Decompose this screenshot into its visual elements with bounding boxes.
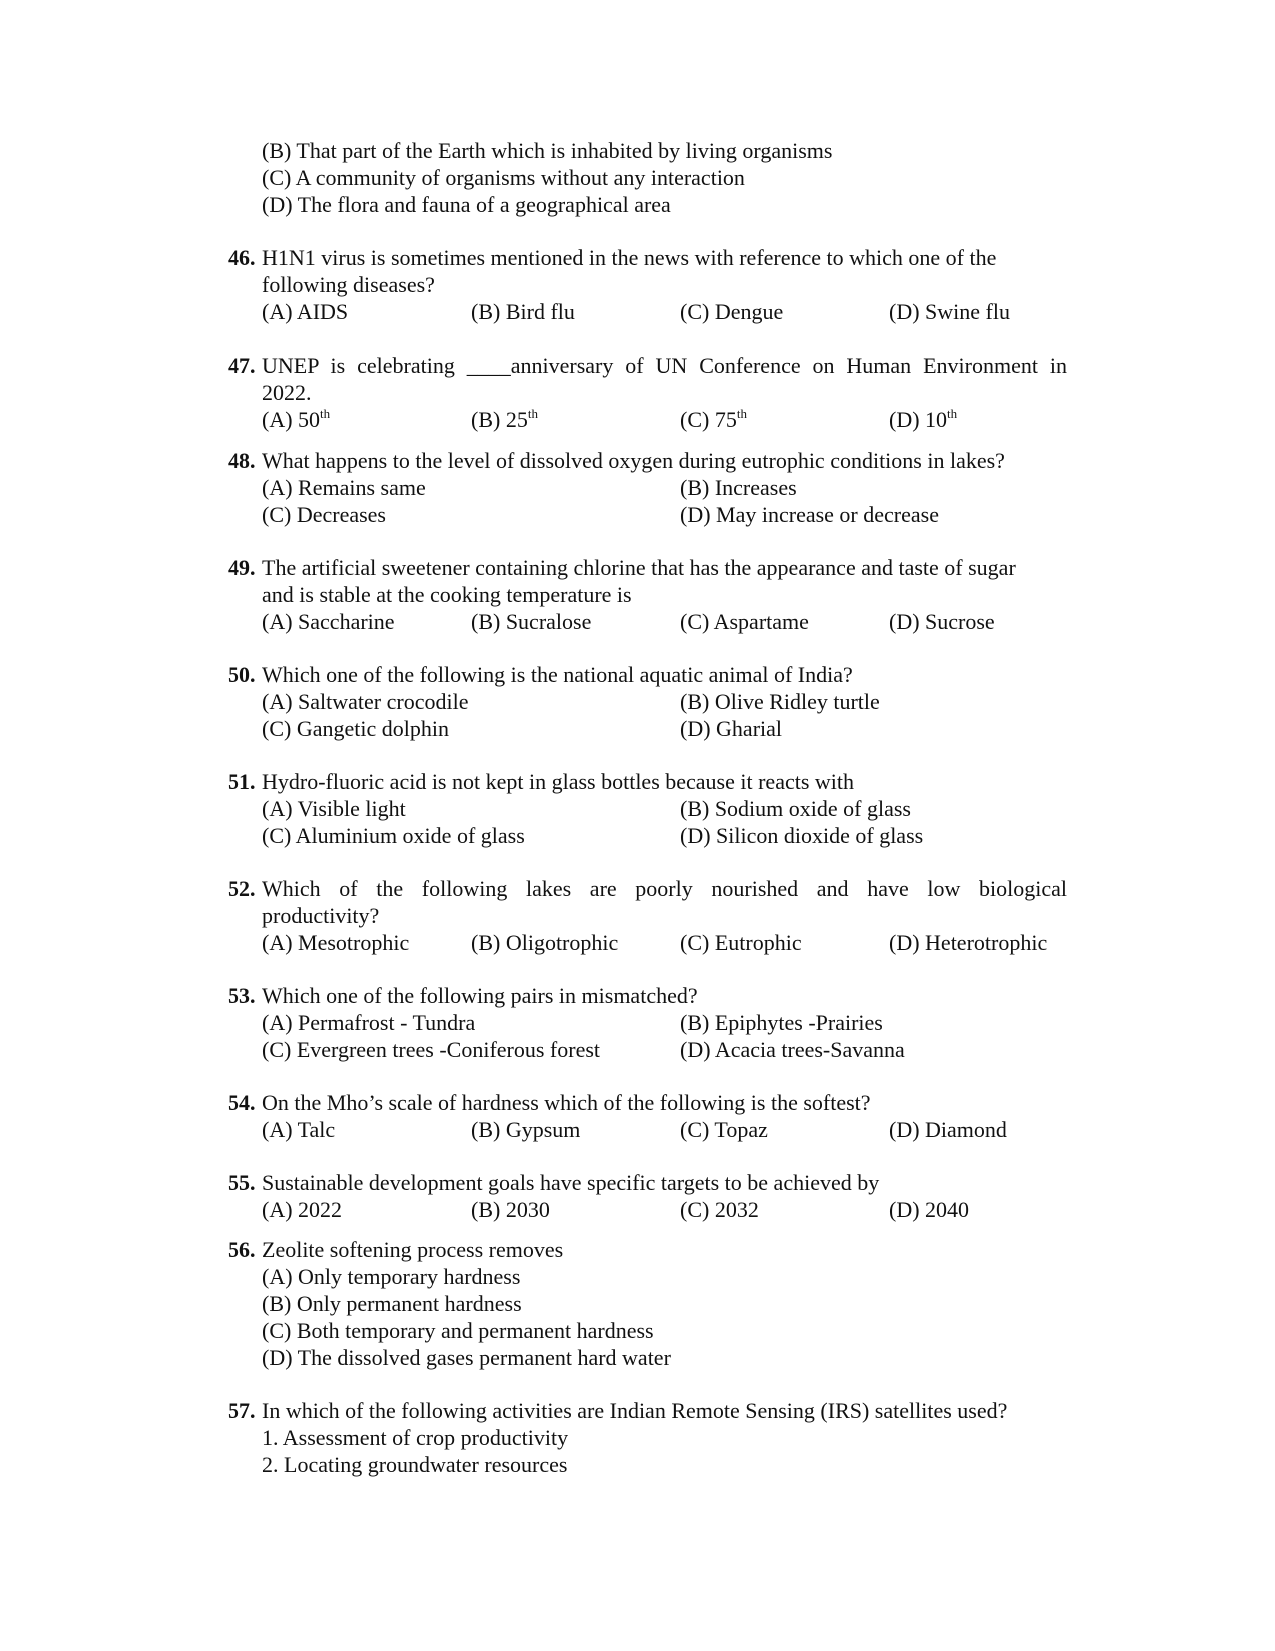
list-item: 1. Assessment of crop productivity	[262, 1425, 569, 1450]
question-text: H1N1 virus is sometimes mentioned in the news with reference to which one of the	[262, 245, 997, 270]
question-number: 54.	[228, 1090, 256, 1115]
question-number: 53.	[228, 983, 256, 1008]
option-a: (A) Talc	[262, 1117, 336, 1142]
option-b: (B) 2030	[471, 1197, 550, 1222]
option-d: (D) Acacia trees-Savanna	[680, 1037, 905, 1062]
option-c: (C) 75th	[680, 406, 747, 432]
option-d: (D) Swine flu	[889, 299, 1010, 324]
question-text: following diseases?	[262, 272, 435, 297]
option-b: (B) Sodium oxide of glass	[680, 796, 911, 821]
option-a: (A) 50th	[262, 406, 331, 432]
option-b: (B) 25th	[471, 406, 538, 432]
option-c: (C) 2032	[680, 1197, 759, 1222]
option-c: (C) Aspartame	[680, 609, 809, 634]
option-c: (C) Evergreen trees -Coniferous forest	[262, 1037, 601, 1062]
question-text: Which one of the following pairs in mismatched?	[262, 983, 698, 1008]
question-text: Hydro-fluoric acid is not kept in glass bottles because it reacts with	[262, 769, 855, 794]
option-c: (C) Dengue	[680, 299, 784, 324]
option-c: (C) Topaz	[680, 1117, 768, 1142]
option-b: (B) Increases	[680, 475, 797, 500]
list-item: 2. Locating groundwater resources	[262, 1452, 568, 1477]
question-number: 56.	[228, 1237, 256, 1262]
question-text: On the Mho’s scale of hardness which of the following is the softest?	[262, 1090, 871, 1115]
question-number: 51.	[228, 769, 256, 794]
option-b: (B) Bird flu	[471, 299, 575, 324]
question-text: The artificial sweetener containing chlorine that has the appearance and taste of sugar	[262, 555, 1016, 580]
option-d: (D) May increase or decrease	[680, 502, 939, 527]
question-text: Sustainable development goals have specific targets to be achieved by	[262, 1170, 880, 1195]
option-a: (A) 2022	[262, 1197, 343, 1222]
option-b: (B) Epiphytes -Prairies	[680, 1010, 883, 1035]
question-number: 49.	[228, 555, 256, 580]
option-c: (C) Both temporary and permanent hardness	[262, 1318, 654, 1343]
option-d: (D) Gharial	[680, 716, 783, 741]
option-b: (B) Only permanent hardness	[262, 1291, 522, 1316]
carryover-option-d: (D) The flora and fauna of a geographical area	[262, 192, 671, 217]
question-text: What happens to the level of dissolved oxygen during eutrophic conditions in lakes?	[262, 448, 1005, 473]
option-a: (A) Saccharine	[262, 609, 395, 634]
question-number: 52.	[228, 876, 256, 901]
option-c: (C) Aluminium oxide of glass	[262, 823, 525, 848]
option-d: (D) 10th	[889, 406, 958, 432]
question-number: 47.	[228, 353, 256, 378]
question-text: 2022.	[262, 380, 312, 405]
question-text: Which one of the following is the national aquatic animal of India?	[262, 662, 853, 687]
option-c: (C) Gangetic dolphin	[262, 716, 449, 741]
option-a: (A) Mesotrophic	[262, 930, 410, 955]
question-number: 46.	[228, 245, 256, 270]
question-text: Which of the following lakes are poorly nourished and have low biological	[262, 876, 1067, 901]
option-a: (A) Remains same	[262, 475, 426, 500]
option-d: (D) Silicon dioxide of glass	[680, 823, 924, 848]
option-c: (C) Decreases	[262, 502, 386, 527]
question-number: 57.	[228, 1398, 256, 1423]
option-d: (D) The dissolved gases permanent hard water	[262, 1345, 671, 1370]
question-text: Zeolite softening process removes	[262, 1237, 564, 1262]
question-number: 48.	[228, 448, 256, 473]
option-d: (D) 2040	[889, 1197, 970, 1222]
option-d: (D) Diamond	[889, 1117, 1007, 1142]
question-number: 50.	[228, 662, 256, 687]
carryover-option-c: (C) A community of organisms without any interaction	[262, 165, 745, 190]
option-b: (B) Sucralose	[471, 609, 592, 634]
option-a: (A) Visible light	[262, 796, 406, 821]
question-text: productivity?	[262, 903, 380, 928]
question-text: and is stable at the cooking temperature is	[262, 582, 632, 607]
question-number: 55.	[228, 1170, 256, 1195]
option-b: (B) Olive Ridley turtle	[680, 689, 880, 714]
option-b: (B) Gypsum	[471, 1117, 581, 1142]
option-c: (C) Eutrophic	[680, 930, 802, 955]
carryover-option-b: (B) That part of the Earth which is inhabited by living organisms	[262, 138, 833, 163]
option-b: (B) Oligotrophic	[471, 930, 619, 955]
question-text: In which of the following activities are Indian Remote Sensing (IRS) satellites used?	[262, 1398, 1008, 1423]
option-a: (A) Permafrost - Tundra	[262, 1010, 476, 1035]
option-d: (D) Heterotrophic	[889, 930, 1048, 955]
option-a: (A) AIDS	[262, 299, 349, 324]
option-d: (D) Sucrose	[889, 609, 995, 634]
option-a: (A) Saltwater crocodile	[262, 689, 469, 714]
question-text: UNEP is celebrating ____anniversary of UN Conference on Human Environment in	[262, 353, 1067, 378]
option-a: (A) Only temporary hardness	[262, 1264, 521, 1289]
